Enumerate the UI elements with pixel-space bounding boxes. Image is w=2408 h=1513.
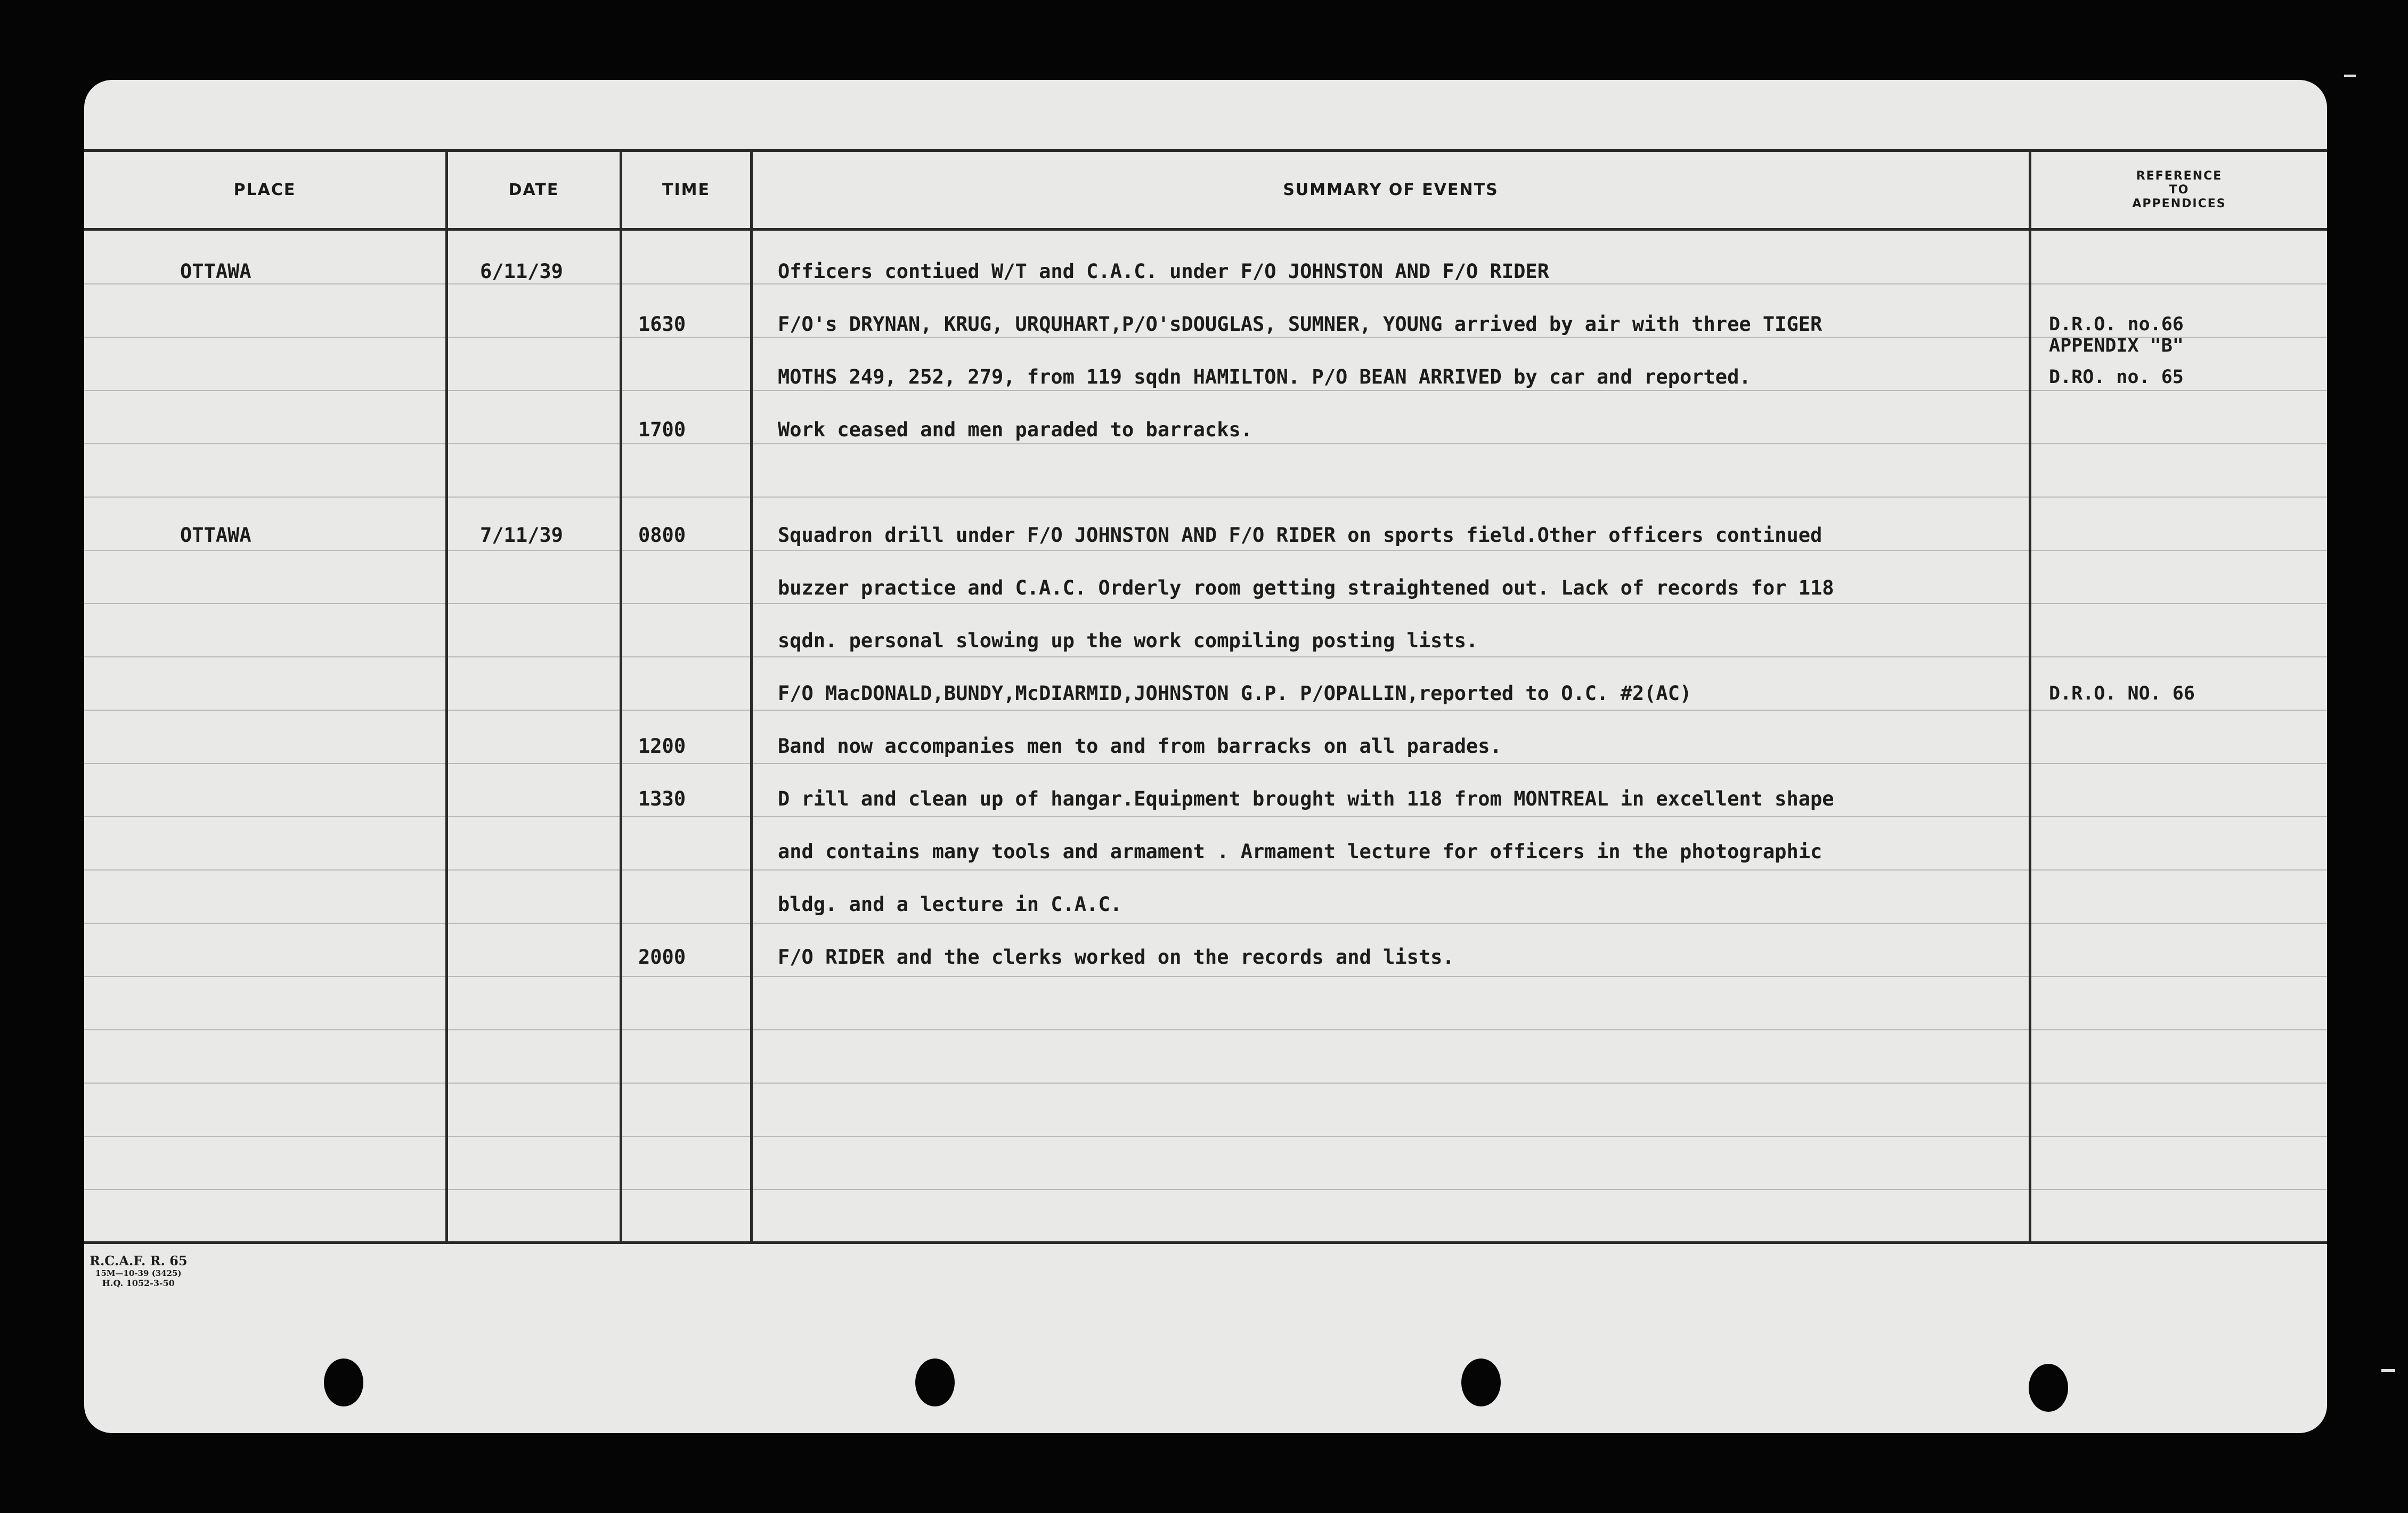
column-header-reference [2031,152,2327,228]
form-hq-ref: H.Q. 1052-3-50 [102,1278,175,1288]
entry-summary: F/O's DRYNAN, KRUG, URQUHART,P/O'sDOUGLAS, SUMNER, YOUNG arrived by air with three TIGER [778,313,1823,336]
entry-time: 0800 [638,524,686,547]
ruled-line [84,1189,2327,1190]
column-header-time: TIME [662,181,710,199]
entry-date: 6/11/39 [480,260,563,283]
entry-place: OTTAWA [180,260,251,283]
binder-hole-4 [2029,1364,2068,1412]
entry-summary: Squadron drill under F/O JOHNSTON AND F/O RIDER on sports field.Other officers continued [778,524,1823,547]
entry-time: 2000 [638,946,686,969]
ruled-line [84,337,2327,338]
entry-summary: F/O MacDONALD,BUNDY,McDIARMID,JOHNSTON G.P. P/OPALLIN,reported to O.C. #2(AC) [778,682,1692,705]
entry-summary: and contains many tools and armament . Armament lecture for officers in the photographic [778,840,1823,863]
entry-summary: bldg. and a lecture in C.A.C. [778,893,1122,916]
form-print-run: 15M—10-39 (3425) [95,1268,182,1278]
entry-summary: Officers contiued W/T and C.A.C. under F/O JOHNSTON AND F/O RIDER [778,260,1549,283]
entry-time: 1330 [638,787,686,810]
entry-summary: D rill and clean up of hangar.Equipment brought with 118 from MONTREAL in excellent shape [778,787,1834,810]
binder-hole-2 [915,1359,955,1406]
entry-place: OTTAWA [180,524,251,547]
reference-header-line-1: REFERENCE [2136,169,2223,183]
form-number: R.C.A.F. R. 65 [90,1253,188,1268]
entry-reference: D.R.O. no.66 [2049,314,2184,335]
entry-summary: Band now accompanies men to and from barracks on all parades. [778,735,1502,758]
entry-summary: MOTHS 249, 252, 279, from 119 sqdn HAMILTON. P/O BEAN ARRIVED by car and reported. [778,365,1751,388]
ruled-line [84,1136,2327,1137]
entry-summary: buzzer practice and C.A.C. Orderly room getting straightened out. Lack of records for 118 [778,576,1834,599]
entry-summary: Work ceased and men paraded to barracks. [778,418,1253,441]
ruled-line [84,656,2327,657]
ruled-line [84,976,2327,977]
ruled-line [84,1083,2327,1084]
column-divider-place [445,149,448,1244]
ruled-line [84,550,2327,551]
ruled-line [84,1029,2327,1030]
ruled-line [84,816,2327,817]
entry-reference: APPENDIX "B" [2049,335,2184,356]
column-header-place: PLACE [233,181,296,199]
ruled-line [84,497,2327,498]
entry-date: 7/11/39 [480,524,563,547]
ruled-line [84,443,2327,444]
ruled-line [84,869,2327,871]
reference-header-line-2: TO [2169,183,2190,197]
reference-header-line-3: APPENDICES [2132,197,2226,210]
entry-time: 1700 [638,418,686,441]
column-divider-time [750,149,753,1244]
entry-time: 1200 [638,735,686,758]
header-bottom-rule [84,228,2327,231]
ruled-line [84,390,2327,391]
column-divider-date [620,149,622,1244]
column-header-summary: SUMMARY OF EVENTS [1283,181,1499,199]
ruled-line [84,763,2327,764]
entry-summary: sqdn. personal slowing up the work compiling posting lists. [778,629,1478,652]
entry-summary: F/O RIDER and the clerks worked on the records and lists. [778,946,1454,969]
entry-time: 1630 [638,313,686,336]
column-divider-summary [2029,149,2031,1244]
entry-reference: D.R.O. NO. 66 [2049,683,2195,704]
diary-card [84,80,2327,1433]
edge-mark [2344,75,2356,77]
ruled-line [84,710,2327,711]
ruled-line [84,923,2327,924]
column-header-date: DATE [508,181,559,199]
ruled-line [84,603,2327,604]
form-identifier [90,1253,188,1288]
ruled-line [84,283,2327,284]
edge-mark [2381,1369,2395,1372]
binder-hole-3 [1461,1359,1501,1406]
table-bottom-rule [84,1241,2327,1244]
entry-reference: D.RO. no. 65 [2049,367,2184,388]
binder-hole-1 [324,1359,363,1406]
